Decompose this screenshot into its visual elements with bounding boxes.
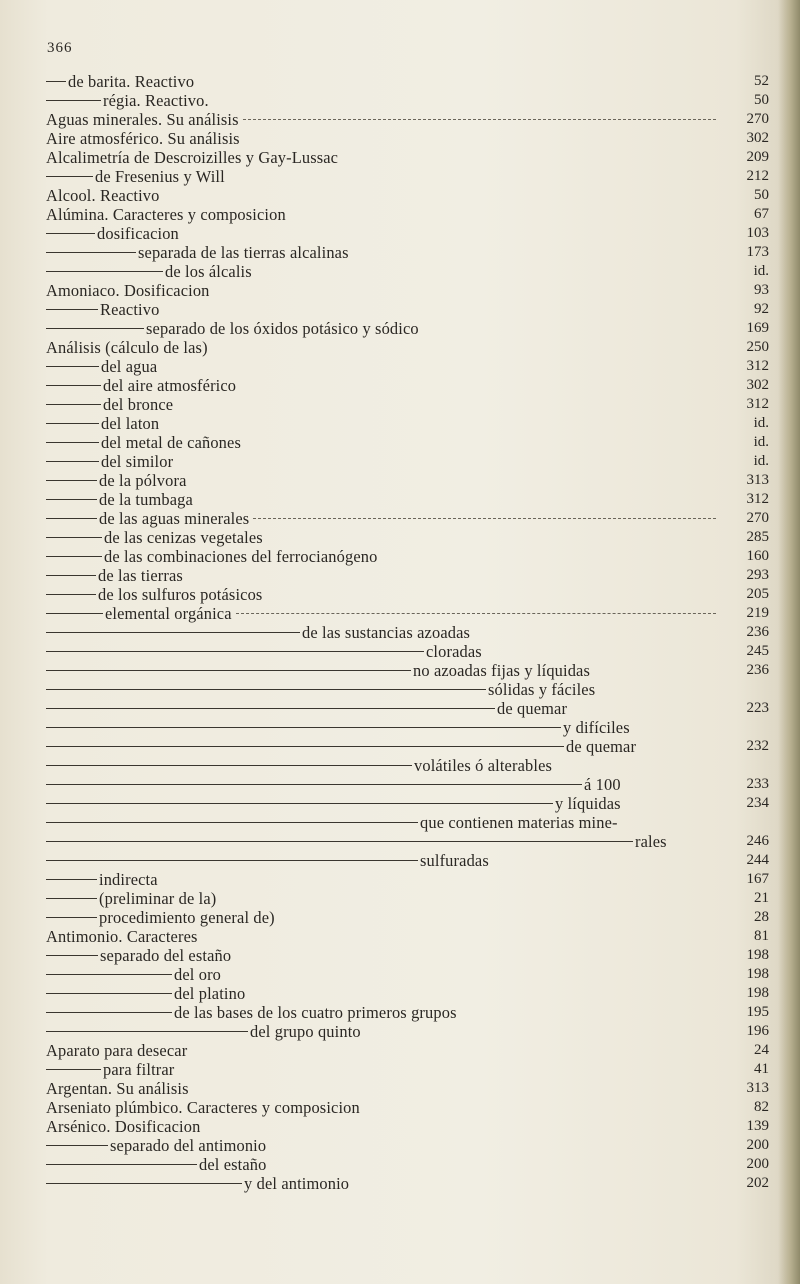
- entry-page-number: 52: [754, 73, 769, 89]
- entry-label: Aire atmosférico. Su análisis: [46, 129, 240, 148]
- entry-page-number: 21: [754, 890, 769, 906]
- entry-page-number: id.: [753, 415, 769, 431]
- entry-label: separado del estaño: [100, 946, 232, 965]
- entry-page-number: 236: [746, 662, 769, 678]
- entry-page-number: 160: [746, 548, 769, 564]
- entry-page-number: 245: [746, 643, 769, 659]
- entry-page-number: 233: [746, 776, 769, 792]
- entry-page-number: 28: [754, 909, 769, 925]
- entry-label: de las tierras: [98, 566, 183, 585]
- leader-dash: [46, 613, 103, 614]
- entry-label: de las bases de los cuatro primeros grupos: [174, 1003, 457, 1022]
- entry-label: de las combinaciones del ferrocianógeno: [104, 547, 378, 566]
- entry-label: del oro: [174, 965, 222, 984]
- entry-label: del bronce: [103, 395, 174, 414]
- entry-page-number: 173: [746, 244, 769, 260]
- entry-label: Aguas minerales. Su análisis: [46, 110, 239, 129]
- leader-dash: [46, 727, 561, 728]
- entry-label: de los sulfuros potásicos: [98, 585, 263, 604]
- entry-page-number: 198: [746, 966, 769, 982]
- entry-label: indirecta: [99, 870, 158, 889]
- leader-dash: [46, 1164, 197, 1165]
- entry-label: cloradas: [426, 642, 482, 661]
- leader-dash: [46, 461, 99, 462]
- leader-dash: [46, 803, 553, 804]
- entry-label: separado de los óxidos potásico y sódico: [146, 319, 419, 338]
- entry-label: rales: [635, 832, 667, 851]
- leader-dash: [46, 1183, 242, 1184]
- entry-page-number: 236: [746, 624, 769, 640]
- entry-label: elemental orgánica: [105, 604, 232, 623]
- entry-page-number: 24: [754, 1042, 769, 1058]
- leader-dash: [46, 423, 99, 424]
- entry-label: de quemar: [497, 699, 568, 718]
- leader-dash: [46, 765, 412, 766]
- entry-label: (preliminar de la): [99, 889, 217, 908]
- leader-dash: [46, 632, 300, 633]
- entry-page-number: 81: [754, 928, 769, 944]
- entry-page-number: id.: [753, 453, 769, 469]
- entry-page-number: 270: [746, 510, 769, 526]
- page-number: 366: [47, 40, 73, 56]
- entry-page-number: 302: [746, 377, 769, 393]
- entry-label: de Fresenius y Will: [95, 167, 225, 186]
- entry-label: sulfuradas: [420, 851, 489, 870]
- leader-dash: [46, 1012, 172, 1013]
- entry-label: de las aguas minerales: [99, 509, 250, 528]
- leader-dash: [46, 404, 101, 405]
- leader-dash: [46, 993, 172, 994]
- leader-dash: [46, 879, 97, 880]
- dotted-leader: [253, 518, 716, 519]
- entry-label: Alúmina. Caracteres y composicion: [46, 205, 286, 224]
- entry-label: de los álcalis: [165, 262, 252, 281]
- entry-label: procedimiento general de): [99, 908, 275, 927]
- entry-page-number: 139: [746, 1118, 769, 1134]
- entry-label: volátiles ó alterables: [414, 756, 553, 775]
- leader-dash: [46, 822, 418, 823]
- leader-dash: [46, 271, 163, 272]
- dotted-leader: [236, 613, 716, 614]
- entry-page-number: 41: [754, 1061, 769, 1077]
- entry-label: separada de las tierras alcalinas: [138, 243, 349, 262]
- leader-dash: [46, 556, 102, 557]
- leader-dash: [46, 499, 97, 500]
- entry-page-number: 50: [754, 187, 769, 203]
- entry-page-number: 200: [746, 1156, 769, 1172]
- entry-label: Alcool. Reactivo: [46, 186, 160, 205]
- entry-label: y líquidas: [555, 794, 621, 813]
- entry-page-number: 198: [746, 985, 769, 1001]
- leader-dash: [46, 366, 99, 367]
- entry-page-number: 246: [746, 833, 769, 849]
- dotted-leader: [243, 119, 716, 120]
- entry-page-number: 312: [746, 491, 769, 507]
- entry-label: no azoadas fijas y líquidas: [413, 661, 591, 680]
- leader-dash: [46, 689, 486, 690]
- leader-dash: [46, 480, 97, 481]
- entry-label: Arseniato plúmbico. Caracteres y composicion: [46, 1098, 360, 1117]
- leader-dash: [46, 81, 66, 82]
- entry-label: del aire atmosférico: [103, 376, 237, 395]
- entry-label: Argentan. Su análisis: [46, 1079, 189, 1098]
- entry-label: del agua: [101, 357, 158, 376]
- entry-label: del metal de cañones: [101, 433, 241, 452]
- entry-page-number: 212: [746, 168, 769, 184]
- leader-dash: [46, 974, 172, 975]
- entry-label: de barita. Reactivo: [68, 72, 195, 91]
- entry-page-number: 313: [746, 472, 769, 488]
- leader-dash: [46, 176, 93, 177]
- entry-page-number: id.: [753, 263, 769, 279]
- entry-page-number: 285: [746, 529, 769, 545]
- entry-page-number: 93: [754, 282, 769, 298]
- entry-page-number: 92: [754, 301, 769, 317]
- entry-label: Aparato para desecar: [46, 1041, 188, 1060]
- leader-dash: [46, 670, 411, 671]
- entry-page-number: 200: [746, 1137, 769, 1153]
- entry-page-number: 219: [746, 605, 769, 621]
- entry-label: y del antimonio: [244, 1174, 350, 1193]
- entry-label: dosificacion: [97, 224, 179, 243]
- entry-page-number: 223: [746, 700, 769, 716]
- leader-dash: [46, 442, 99, 443]
- entry-label: régia. Reactivo.: [103, 91, 209, 110]
- entry-label: separado del antimonio: [110, 1136, 267, 1155]
- leader-dash: [46, 651, 424, 652]
- entry-page-number: 312: [746, 358, 769, 374]
- entry-label: del estaño: [199, 1155, 267, 1174]
- leader-dash: [46, 917, 97, 918]
- entry-page-number: 82: [754, 1099, 769, 1115]
- entry-page-number: 169: [746, 320, 769, 336]
- leader-dash: [46, 841, 633, 842]
- entry-label: de la tumbaga: [99, 490, 193, 509]
- entry-page-number: 312: [746, 396, 769, 412]
- entry-page-number: 196: [746, 1023, 769, 1039]
- entry-page-number: 270: [746, 111, 769, 127]
- entry-page-number: 209: [746, 149, 769, 165]
- entry-page-number: 67: [754, 206, 769, 222]
- leader-dash: [46, 1145, 108, 1146]
- entry-page-number: 167: [746, 871, 769, 887]
- entry-label: Amoniaco. Dosificacion: [46, 281, 210, 300]
- entry-page-number: 232: [746, 738, 769, 754]
- leader-dash: [46, 784, 582, 785]
- entry-page-number: 234: [746, 795, 769, 811]
- entry-page-number: 50: [754, 92, 769, 108]
- leader-dash: [46, 860, 418, 861]
- leader-dash: [46, 594, 96, 595]
- leader-dash: [46, 233, 95, 234]
- entry-label: y difíciles: [563, 718, 630, 737]
- entry-label: Alcalimetría de Descroizilles y Gay-Lussac: [46, 148, 339, 167]
- entry-label: á 100: [584, 775, 621, 794]
- entry-label: Arsénico. Dosificacion: [46, 1117, 201, 1136]
- leader-dash: [46, 100, 101, 101]
- index-entry: [0, 1174, 800, 1196]
- entry-label: de la pólvora: [99, 471, 187, 490]
- leader-dash: [46, 746, 564, 747]
- leader-dash: [46, 385, 101, 386]
- leader-dash: [46, 518, 97, 519]
- entry-page-number: 313: [746, 1080, 769, 1096]
- leader-dash: [46, 1031, 248, 1032]
- leader-dash: [46, 575, 96, 576]
- entry-label: Reactivo: [100, 300, 160, 319]
- leader-dash: [46, 1069, 101, 1070]
- entry-label: que contienen materias mine-: [420, 813, 618, 832]
- entry-label: del platino: [174, 984, 246, 1003]
- leader-dash: [46, 537, 102, 538]
- entry-label: del grupo quinto: [250, 1022, 361, 1041]
- leader-dash: [46, 898, 97, 899]
- entry-page-number: 205: [746, 586, 769, 602]
- entry-page-number: 302: [746, 130, 769, 146]
- leader-dash: [46, 708, 495, 709]
- entry-label: de las cenizas vegetales: [104, 528, 263, 547]
- entry-label: para filtrar: [103, 1060, 175, 1079]
- entry-page-number: 244: [746, 852, 769, 868]
- entry-page-number: 202: [746, 1175, 769, 1191]
- entry-label: Antimonio. Caracteres: [46, 927, 198, 946]
- entry-label: del laton: [101, 414, 160, 433]
- entry-label: Análisis (cálculo de las): [46, 338, 208, 357]
- entry-label: del similor: [101, 452, 174, 471]
- leader-dash: [46, 309, 98, 310]
- entry-label: de las sustancias azoadas: [302, 623, 471, 642]
- leader-dash: [46, 955, 98, 956]
- entry-page-number: 250: [746, 339, 769, 355]
- entry-page-number: 293: [746, 567, 769, 583]
- entry-page-number: 103: [746, 225, 769, 241]
- leader-dash: [46, 252, 136, 253]
- entry-page-number: 198: [746, 947, 769, 963]
- entry-page-number: 195: [746, 1004, 769, 1020]
- entry-page-number: id.: [753, 434, 769, 450]
- entry-label: sólidas y fáciles: [488, 680, 596, 699]
- leader-dash: [46, 328, 144, 329]
- entry-label: de quemar: [566, 737, 637, 756]
